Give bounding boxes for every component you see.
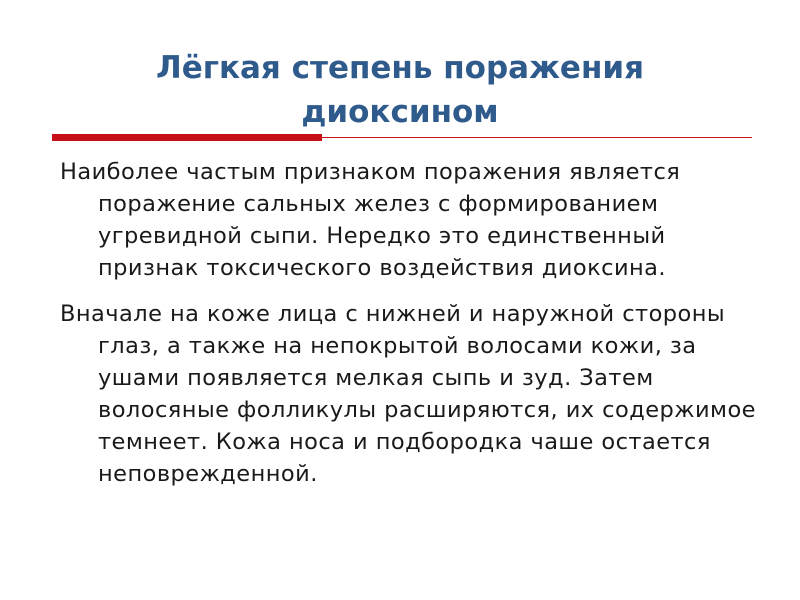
divider-accent-bar [52, 134, 322, 141]
body-paragraph: Вначале на коже лица с нижней и наружной стороны глаз, а также на непокрытой волосами кожи, за ушами появляется мелкая сыпь и зуд. Затем волосяные фолликулы расширяются, их содержимое темнеет. Кожа носа и подбородка чаше остается неповрежденной. [60, 301, 756, 487]
divider-line [322, 137, 752, 138]
body-paragraph: Наиболее частым признаком поражения является поражение сальных желез с формированием угревидной сыпи. Нередко это единственный признак токсического воздействия диоксина. [60, 159, 681, 281]
slide-title: Лёгкая степень поражения диоксином [156, 50, 644, 130]
slide-body [60, 156, 760, 504]
title-divider [52, 134, 752, 141]
